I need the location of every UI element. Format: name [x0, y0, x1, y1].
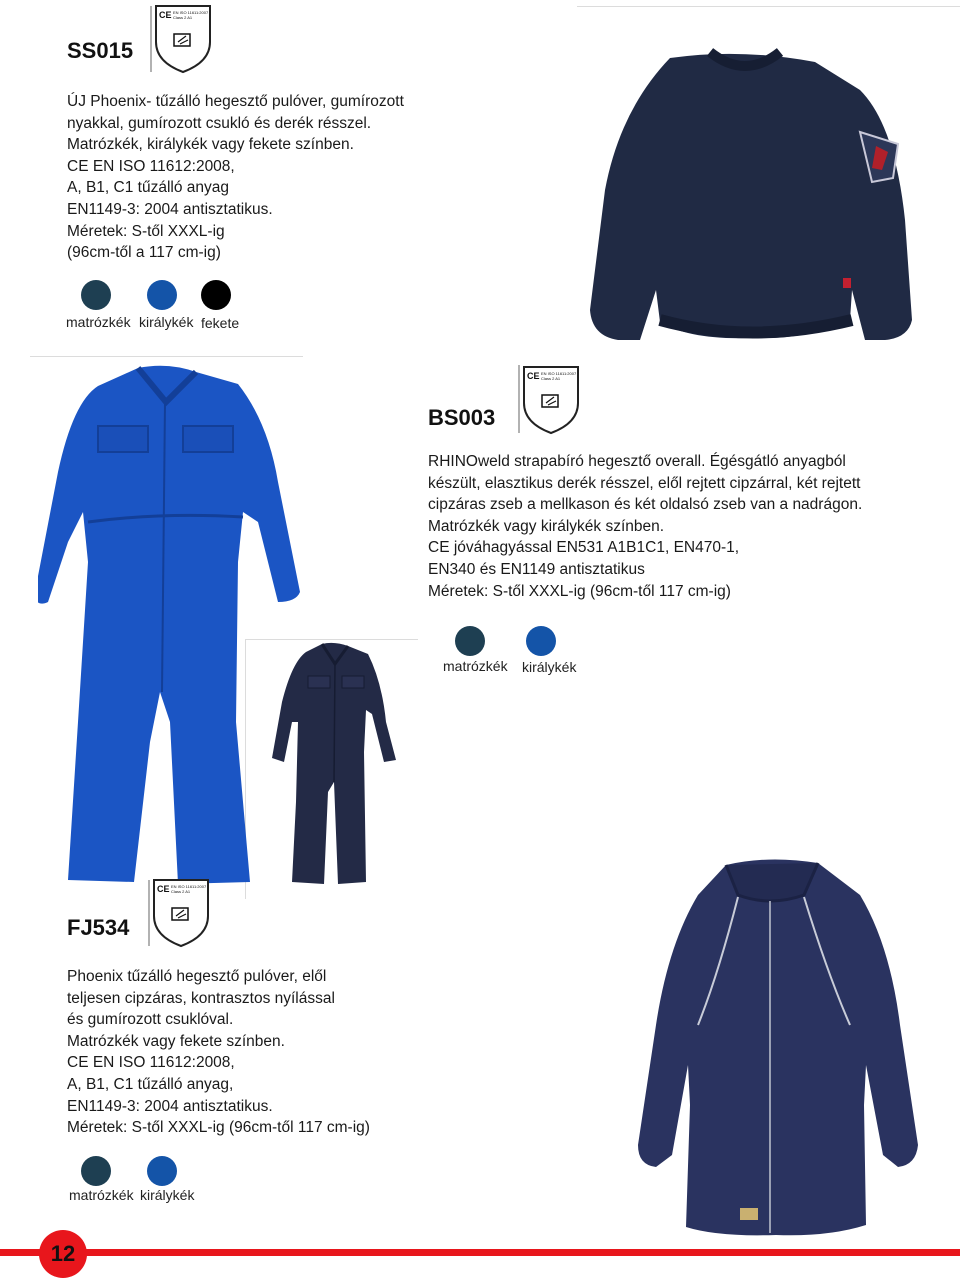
- product-code-bs003: BS003: [428, 405, 496, 430]
- cert-line2: Class 2 A1: [541, 376, 561, 381]
- color-label: fekete: [201, 315, 240, 331]
- color-label: királykék: [522, 659, 577, 675]
- product-code-fj534: FJ534: [67, 915, 130, 940]
- color-label: matrózkék: [443, 658, 508, 674]
- color-swatch-kiralykek: [526, 626, 556, 656]
- cert-line1: EN ISO 11611:2007: [541, 371, 577, 376]
- page-number: 12: [39, 1230, 87, 1278]
- ce-shield-certificate-icon: [148, 876, 214, 948]
- color-swatch-kiralykek: [147, 1156, 177, 1186]
- description-bs003: RHINOweld strapabíró hegesztő overall. Égésgátló anyagból készült, elasztikus derék résszel, elől rejtett cipzárral, két rejtett cipzáras zseb a mellkason és két oldalsó zseb van a nadrágon. Matrózkék vagy királykék színben. CE jóváhagyással EN531 A1B1C1, EN470-1, EN340 és EN1149 antisztatikus Méretek: S-től XXXL-ig (96cm-től 117 cm-ig): [428, 453, 863, 600]
- svg-text:CE: CE: [157, 884, 170, 894]
- color-swatch-matrozkek: [455, 626, 485, 656]
- svg-text:CE: CE: [159, 10, 172, 20]
- royal-blue-overall-image: [38, 362, 303, 890]
- cert-line1: EN ISO 11611:2007: [171, 884, 207, 889]
- navy-overall-image: [272, 642, 398, 890]
- navy-zip-jacket-image: [628, 855, 928, 1240]
- ce-shield-certificate-icon: [518, 363, 584, 435]
- divider: [30, 356, 303, 357]
- color-label: királykék: [140, 1187, 195, 1203]
- cert-line2: Class 2 A1: [171, 889, 191, 894]
- navy-sweater-image: [560, 40, 930, 360]
- product-code-ss015: SS015: [67, 38, 134, 63]
- description-ss015: ÚJ Phoenix- tűzálló hegesztő pulóver, gumírozott nyakkal, gumírozott csukló és derék résszel. Matrózkék, királykék vagy fekete színben. CE EN ISO 11612:2008, A, B1, C1 tűzálló anyag EN1149-3: 2004 antisztatikus. Méretek: S-től XXXL-ig (96cm-től a 117 cm-ig): [67, 93, 404, 262]
- description-fj534: Phoenix tűzálló hegesztő pulóver, elől teljesen cipzáras, kontrasztos nyílással és gumírozott csuklóval. Matrózkék vagy fekete színben. CE EN ISO 11612:2008, A, B1, C1 tűzálló anyag, EN1149-3: 2004 antisztatikus. Méretek: S-től XXXL-ig (96cm-től 117 cm-ig): [67, 968, 370, 1137]
- divider: [577, 6, 960, 7]
- color-swatch-matrozkek: [81, 280, 111, 310]
- footer-bar: [0, 1249, 960, 1256]
- color-swatch-kiralykek: [147, 280, 177, 310]
- color-swatch-matrozkek: [81, 1156, 111, 1186]
- color-label: matrózkék: [66, 314, 131, 330]
- cert-line1: EN ISO 11611:2007: [173, 10, 209, 15]
- cert-line2: Class 2 A1: [173, 15, 193, 20]
- color-label: matrózkék: [69, 1187, 134, 1203]
- color-swatch-fekete: [201, 280, 231, 310]
- ce-shield-certificate-icon: [150, 2, 216, 74]
- svg-text:CE: CE: [527, 371, 540, 381]
- color-label: királykék: [139, 314, 194, 330]
